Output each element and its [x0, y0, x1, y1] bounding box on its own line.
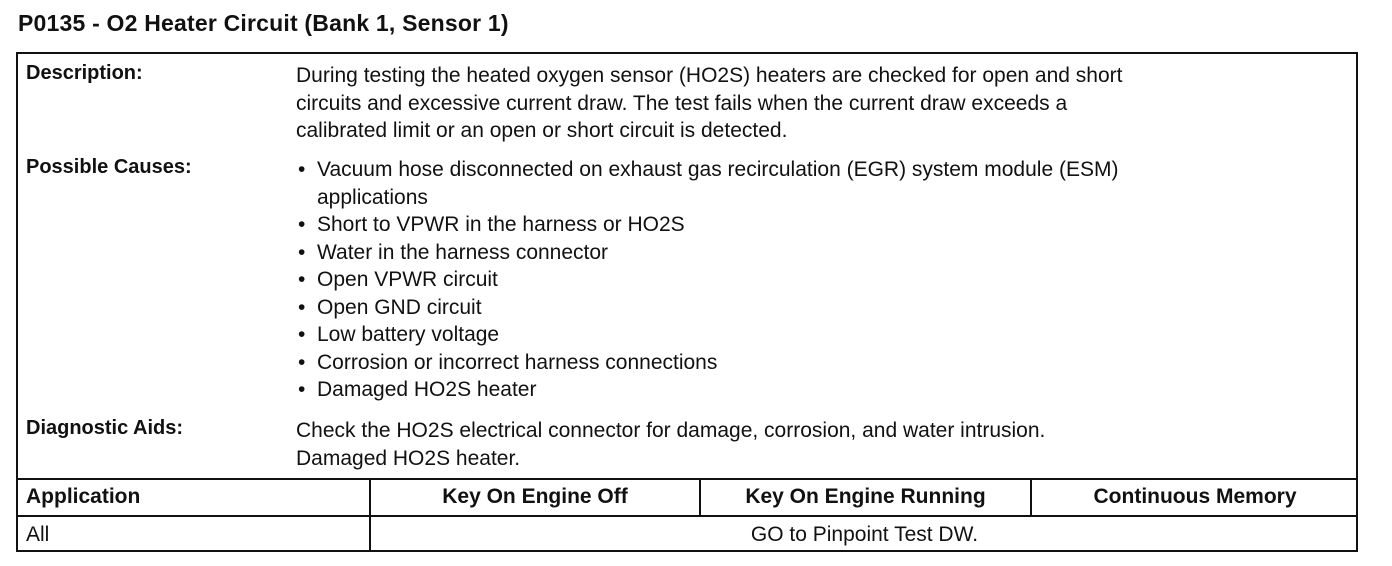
description-line: circuits and excessive current draw. The test fails when the current draw exceeds a — [296, 91, 1068, 115]
cause-line: Damaged HO2S heater — [317, 378, 537, 401]
cause-item — [296, 349, 1346, 377]
description-text — [296, 62, 1346, 145]
cause-line: Short to VPWR in the harness or HO2S — [317, 213, 685, 236]
bullet-icon: • — [298, 295, 306, 319]
cause-item — [296, 376, 1346, 404]
cause-line: Open GND circuit — [317, 295, 482, 319]
cause-line: applications — [317, 185, 428, 209]
diagnostic-aids-line: Check the HO2S electrical connector for damage, corrosion, and water intrusion. — [296, 419, 1046, 442]
bullet-icon: • — [298, 350, 306, 374]
pinpoint-test-action: GO to Pinpoint Test DW. — [750, 523, 979, 546]
application-table — [18, 478, 1356, 550]
bullet-icon: • — [298, 240, 306, 264]
diagnostic-aids-text — [296, 417, 1346, 472]
cause-item — [296, 294, 1346, 322]
cause-item — [296, 321, 1346, 349]
bullet-icon: • — [298, 268, 306, 291]
diagnostic-aids-line: Damaged HO2S heater. — [296, 446, 521, 470]
possible-causes-label: Possible Causes: — [26, 156, 192, 178]
cause-line: Low battery voltage — [317, 323, 500, 346]
description-label: Description: — [26, 62, 143, 84]
header-key-on-engine-running: Key On Engine Running — [745, 485, 986, 508]
cause-item — [296, 266, 1346, 294]
cause-item — [296, 156, 1346, 211]
diagnostic-aids-label: Diagnostic Aids: — [26, 417, 184, 439]
dtc-info-table — [16, 52, 1358, 552]
cause-line: Water in the harness connector — [317, 240, 609, 264]
cause-line: Corrosion or incorrect harness connections — [317, 350, 718, 374]
page-title: P0135 - O2 Heater Circuit (Bank 1, Sensor 1) — [18, 10, 509, 36]
description-line: calibrated limit or an open or short circuit is detected. — [296, 119, 788, 142]
cause-line: Open VPWR circuit — [317, 268, 498, 291]
bullet-icon: • — [298, 213, 306, 236]
header-key-on-engine-off: Key On Engine Off — [442, 485, 628, 508]
cause-line: Vacuum hose disconnected on exhaust gas recirculation (EGR) system module (ESM) — [317, 158, 1119, 181]
header-continuous-memory: Continuous Memory — [1093, 485, 1297, 508]
bullet-icon: • — [298, 378, 306, 401]
bullet-icon: • — [298, 158, 306, 181]
description-line: During testing the heated oxygen sensor (HO2S) heaters are checked for open and short — [296, 64, 1123, 87]
application-value: All — [26, 523, 50, 546]
possible-causes-list — [296, 156, 1346, 404]
cause-item — [296, 239, 1346, 267]
bullet-icon: • — [298, 323, 306, 346]
table-divider — [18, 515, 1356, 517]
header-application: Application — [26, 485, 141, 508]
cause-item — [296, 211, 1346, 239]
